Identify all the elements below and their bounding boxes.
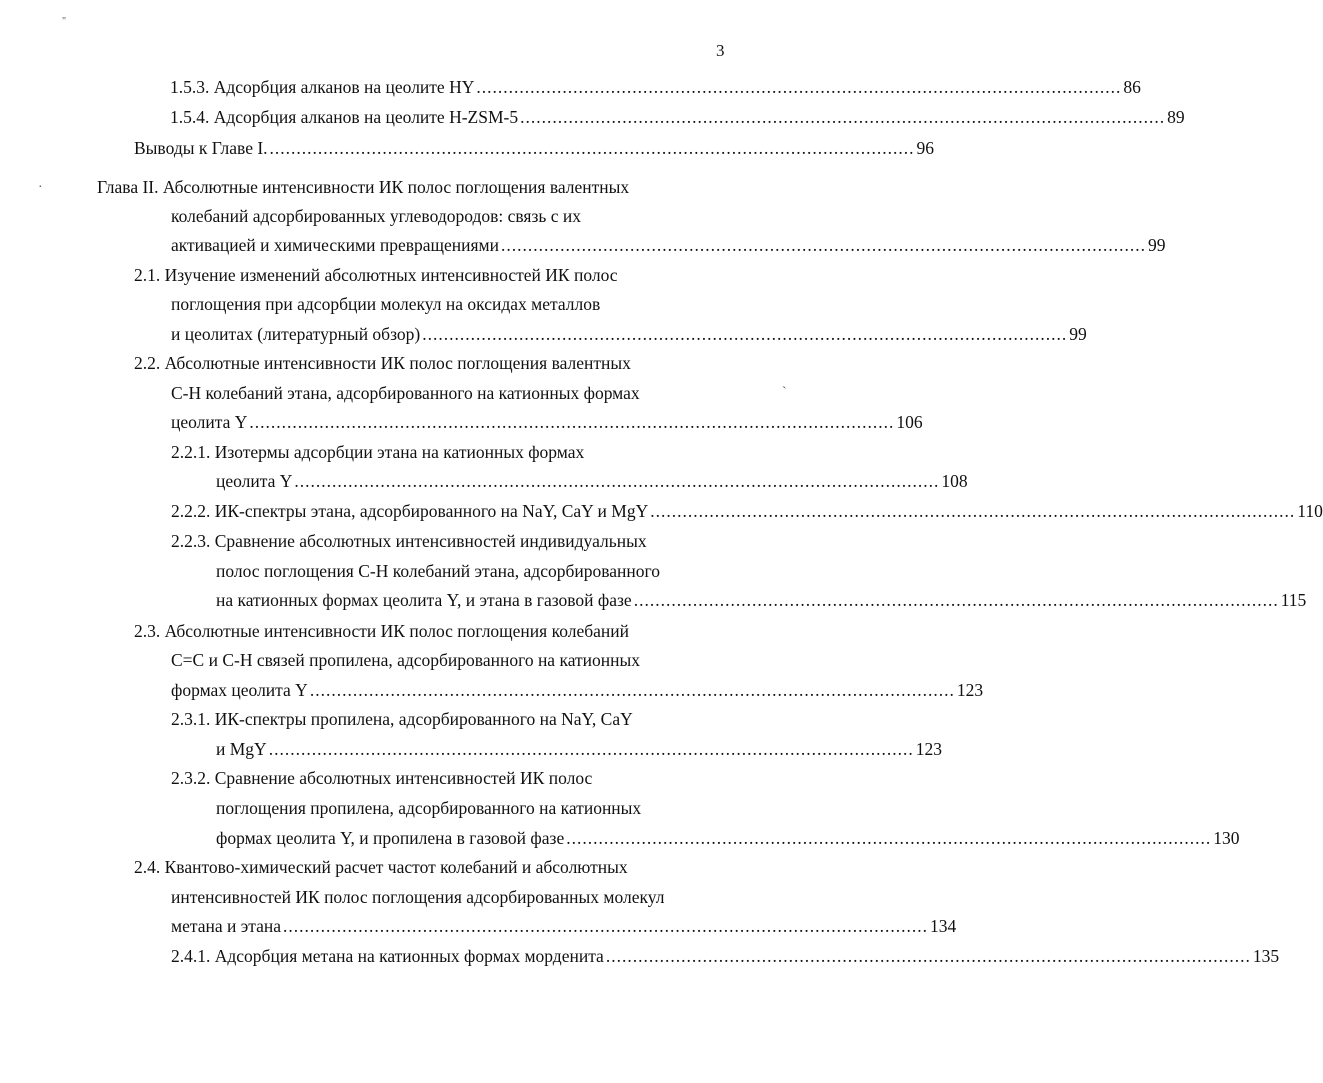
toc-entry-2-3[interactable] — [171, 679, 984, 701]
toc-entry-1-5-3[interactable] — [170, 76, 1141, 98]
toc-entry-title: 1.5.4. Адсорбция алканов на цеолите H-ZSM-5 — [170, 107, 519, 127]
toc-entry-2-3-2-line-1: 2.3.2. Сравнение абсолютных интенсивностей ИК полос — [171, 768, 593, 788]
toc-leader-dots: ........................................................................................................................ — [249, 412, 895, 432]
toc-entry-title: цеолита Y — [216, 471, 293, 491]
toc-entry-2-2-3-line-2: полос поглощения C-H колебаний этана, адсорбированного — [216, 561, 661, 581]
toc-leader-dots: ........................................................................................................................ — [650, 501, 1296, 521]
toc-leader-dots: ........................................................................................................................ — [268, 739, 914, 759]
toc-entry-2-2[interactable] — [171, 411, 923, 433]
toc-entry-title: Выводы к Главе I. — [134, 138, 268, 158]
toc-entry-2-2-1-line-1: 2.2.1. Изотермы адсорбции этана на катионных формах — [171, 442, 585, 462]
toc-entry-title: формах цеолита Y — [171, 680, 308, 700]
scan-speck: ` — [782, 385, 787, 400]
toc-page-number: 110 — [1297, 501, 1323, 521]
toc-entry-title: и цеолитах (литературный обзор) — [171, 324, 421, 344]
toc-page-number: 108 — [941, 471, 968, 491]
toc-entry-2-4-line-2: интенсивностей ИК полос поглощения адсорбированных молекул — [171, 887, 665, 907]
toc-entry-2-1-line-2: поглощения при адсорбции молекул на оксидах металлов — [171, 294, 601, 314]
toc-entry-2-2-1[interactable] — [216, 470, 968, 492]
toc-page-number: 123 — [915, 739, 942, 759]
toc-page-number: 99 — [1147, 235, 1166, 255]
toc-page-number: 123 — [956, 680, 984, 700]
page-number: 3 — [716, 41, 725, 60]
toc-leader-dots: ........................................................................................................................ — [633, 590, 1279, 610]
toc-leader-dots: ........................................................................................................................ — [566, 828, 1212, 848]
toc-leader-dots: ........................................................................................................................ — [476, 77, 1122, 97]
toc-leader-dots: ........................................................................................................................ — [269, 138, 915, 158]
toc-leader-dots: ........................................................................................................................ — [309, 680, 955, 700]
toc-entry-title: и MgY — [216, 739, 267, 759]
toc-entry-2-4[interactable] — [171, 915, 957, 937]
toc-page-number: 134 — [930, 916, 957, 936]
toc-entry-2-2-3-line-1: 2.2.3. Сравнение абсолютных интенсивностей индивидуальных — [171, 531, 647, 551]
toc-entry-title: цеолита Y — [171, 412, 248, 432]
toc-entry-2-2-3[interactable] — [216, 589, 1307, 611]
toc-entry-2-2-2[interactable] — [171, 500, 1323, 522]
toc-entry-title: на катионных формах цеолита Y, и этана в газовой фазе — [216, 590, 632, 610]
toc-entry-2-1-line-1: 2.1. Изучение изменений абсолютных интенсивностей ИК полос — [134, 265, 618, 285]
toc-entry-2-4-line-1: 2.4. Квантово-химический расчет частот колебаний и абсолютных — [134, 857, 628, 877]
toc-page-number: 89 — [1167, 107, 1185, 127]
toc-page-number: 130 — [1213, 828, 1240, 848]
toc-page-number: 86 — [1123, 77, 1141, 97]
toc-page-number: 106 — [896, 412, 923, 432]
toc-entry-title: 1.5.3. Адсорбция алканов на цеолите HY — [170, 77, 475, 97]
toc-entry-conclusions-1[interactable] — [134, 137, 935, 159]
toc-page-number: 99 — [1069, 324, 1087, 344]
toc-entry-title: 2.2.2. ИК-спектры этана, адсорбированного на NaY, CaY и MgY — [171, 501, 649, 521]
toc-entry-2-4-1[interactable] — [171, 945, 1280, 967]
toc-entry-2-3-2[interactable] — [216, 827, 1240, 849]
toc-page-number: 96 — [916, 138, 935, 158]
toc-entry-title: формах цеолита Y, и пропилена в газовой фазе — [216, 828, 565, 848]
scan-speck: · — [38, 180, 43, 195]
toc-entry-title: активацией и химическими превращениями — [171, 235, 499, 255]
toc-leader-dots: ........................................................................................................................ — [605, 946, 1251, 966]
toc-entry-chapter-2[interactable] — [171, 234, 1166, 256]
toc-page-number: 135 — [1252, 946, 1280, 966]
toc-entry-chapter-2-line-2: колебаний адсорбированных углеводородов: связь с их — [171, 206, 582, 226]
scan-speck: " — [62, 16, 67, 27]
toc-leader-dots: ........................................................................................................................ — [520, 107, 1166, 127]
toc-page-number: 115 — [1280, 590, 1307, 610]
toc-entry-2-3-1-line-1: 2.3.1. ИК-спектры пропилена, адсорбированного на NaY, CaY — [171, 709, 633, 729]
toc-entry-2-3-line-1: 2.3. Абсолютные интенсивности ИК полос поглощения колебаний — [134, 621, 629, 641]
toc-entry-title: 2.4.1. Адсорбция метана на катионных формах морденита — [171, 946, 604, 966]
toc-leader-dots: ........................................................................................................................ — [500, 235, 1146, 255]
toc-entry-title: метана и этана — [171, 916, 281, 936]
toc-entry-1-5-4[interactable] — [170, 106, 1185, 128]
toc-entry-chapter-2-line-1: Глава II. Абсолютные интенсивности ИК полос поглощения валентных — [97, 177, 630, 197]
toc-entry-2-3-line-2: C=C и C-H связей пропилена, адсорбированного на катионных — [171, 650, 641, 670]
toc-entry-2-2-line-2: C-H колебаний этана, адсорбированного на катионных формах — [171, 383, 640, 403]
toc-entry-2-2-line-1: 2.2. Абсолютные интенсивности ИК полос поглощения валентных — [134, 353, 631, 373]
toc-entry-2-3-1[interactable] — [216, 738, 942, 760]
toc-entry-2-3-2-line-2: поглощения пропилена, адсорбированного на катионных — [216, 798, 642, 818]
toc-leader-dots: ........................................................................................................................ — [422, 324, 1068, 344]
toc-leader-dots: ........................................................................................................................ — [294, 471, 940, 491]
toc-entry-2-1[interactable] — [171, 323, 1087, 345]
toc-leader-dots: ........................................................................................................................ — [283, 916, 928, 936]
